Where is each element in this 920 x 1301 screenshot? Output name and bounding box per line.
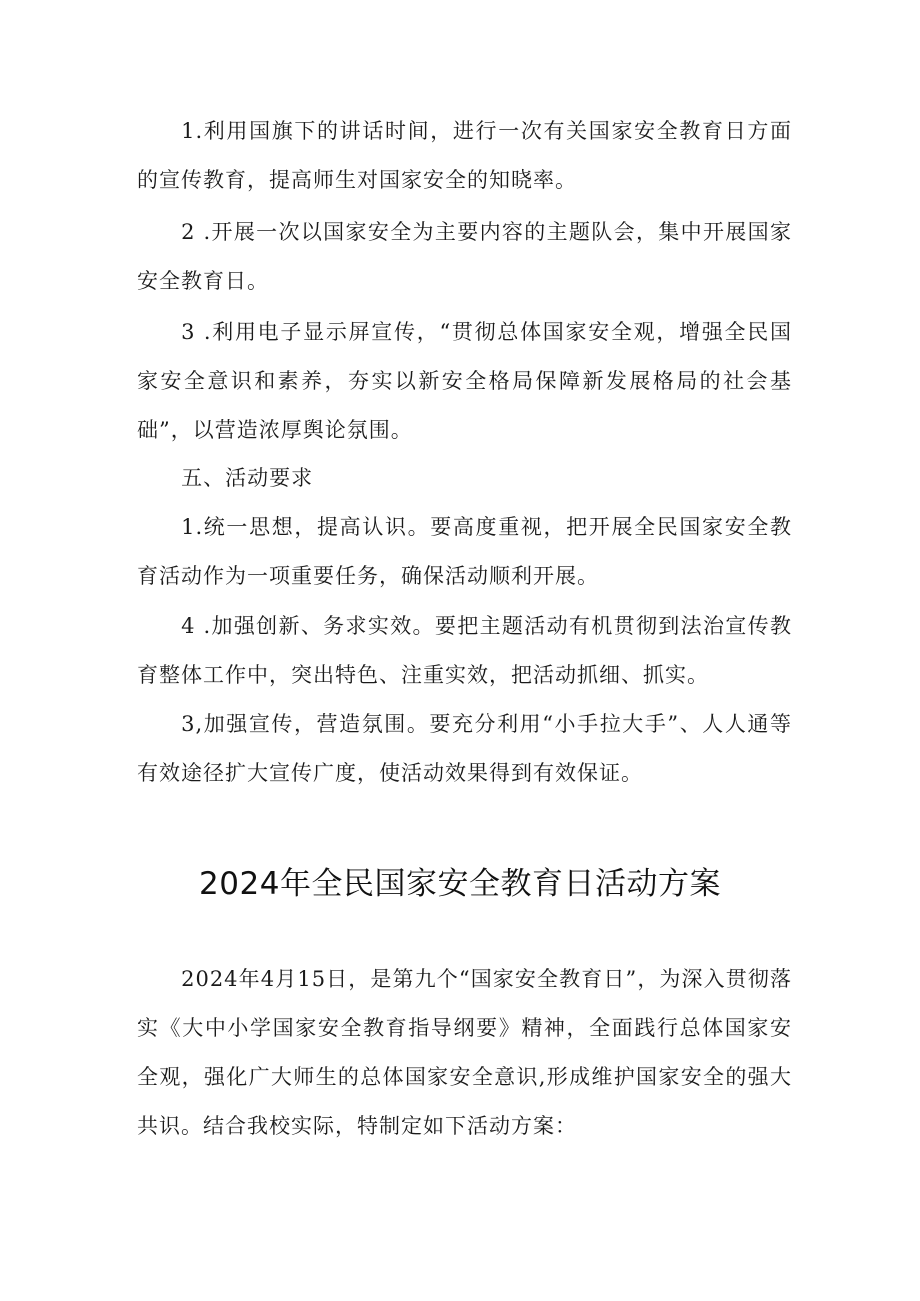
activity-item-1: 1.利用国旗下的讲话时间，进行一次有关国家安全教育日方面的宣传教育，提高师生对国家安全的知晓率。 [137, 119, 792, 192]
section-heading-requirements: 五、活动要求 [181, 466, 314, 490]
requirement-item-3: 3,加强宣传，营造氛围。要充分利用“小手拉大手”、人人通等有效途径扩大宣传广度，使活动效果得到有效保证。 [137, 712, 792, 785]
intro-paragraph: 2024年4月15日，是第九个“国家安全教育日”，为深入贯彻落实《大中小学国家安全教育指导纲要》精神，全面践行总体国家安全观，强化广大师生的总体国家安全意识,形成维护国家安全的强大共识。结合我校实际，特制定如下活动方案： [137, 967, 792, 1138]
requirement-item-1: 1.统一思想，提高认识。要高度重视，把开展全民国家安全教育活动作为一项重要任务，确保活动顺利开展。 [137, 515, 792, 588]
activity-item-3: 3 .利用电子显示屏宣传，“贯彻总体国家安全观，增强全民国家安全意识和素养，夯实以新安全格局保障新发展格局的社会基础”，以营造浓厚舆论氛围。 [137, 320, 792, 442]
requirement-item-2: 4 .加强创新、务求实效。要把主题活动有机贯彻到法治宣传教育整体工作中，突出特色、注重实效，把活动抓细、抓实。 [137, 614, 792, 687]
document-title: 2024年全民国家安全教育日活动方案 [199, 866, 721, 902]
activity-item-2: 2 .开展一次以国家安全为主要内容的主题队会，集中开展国家安全教育日。 [137, 220, 792, 293]
